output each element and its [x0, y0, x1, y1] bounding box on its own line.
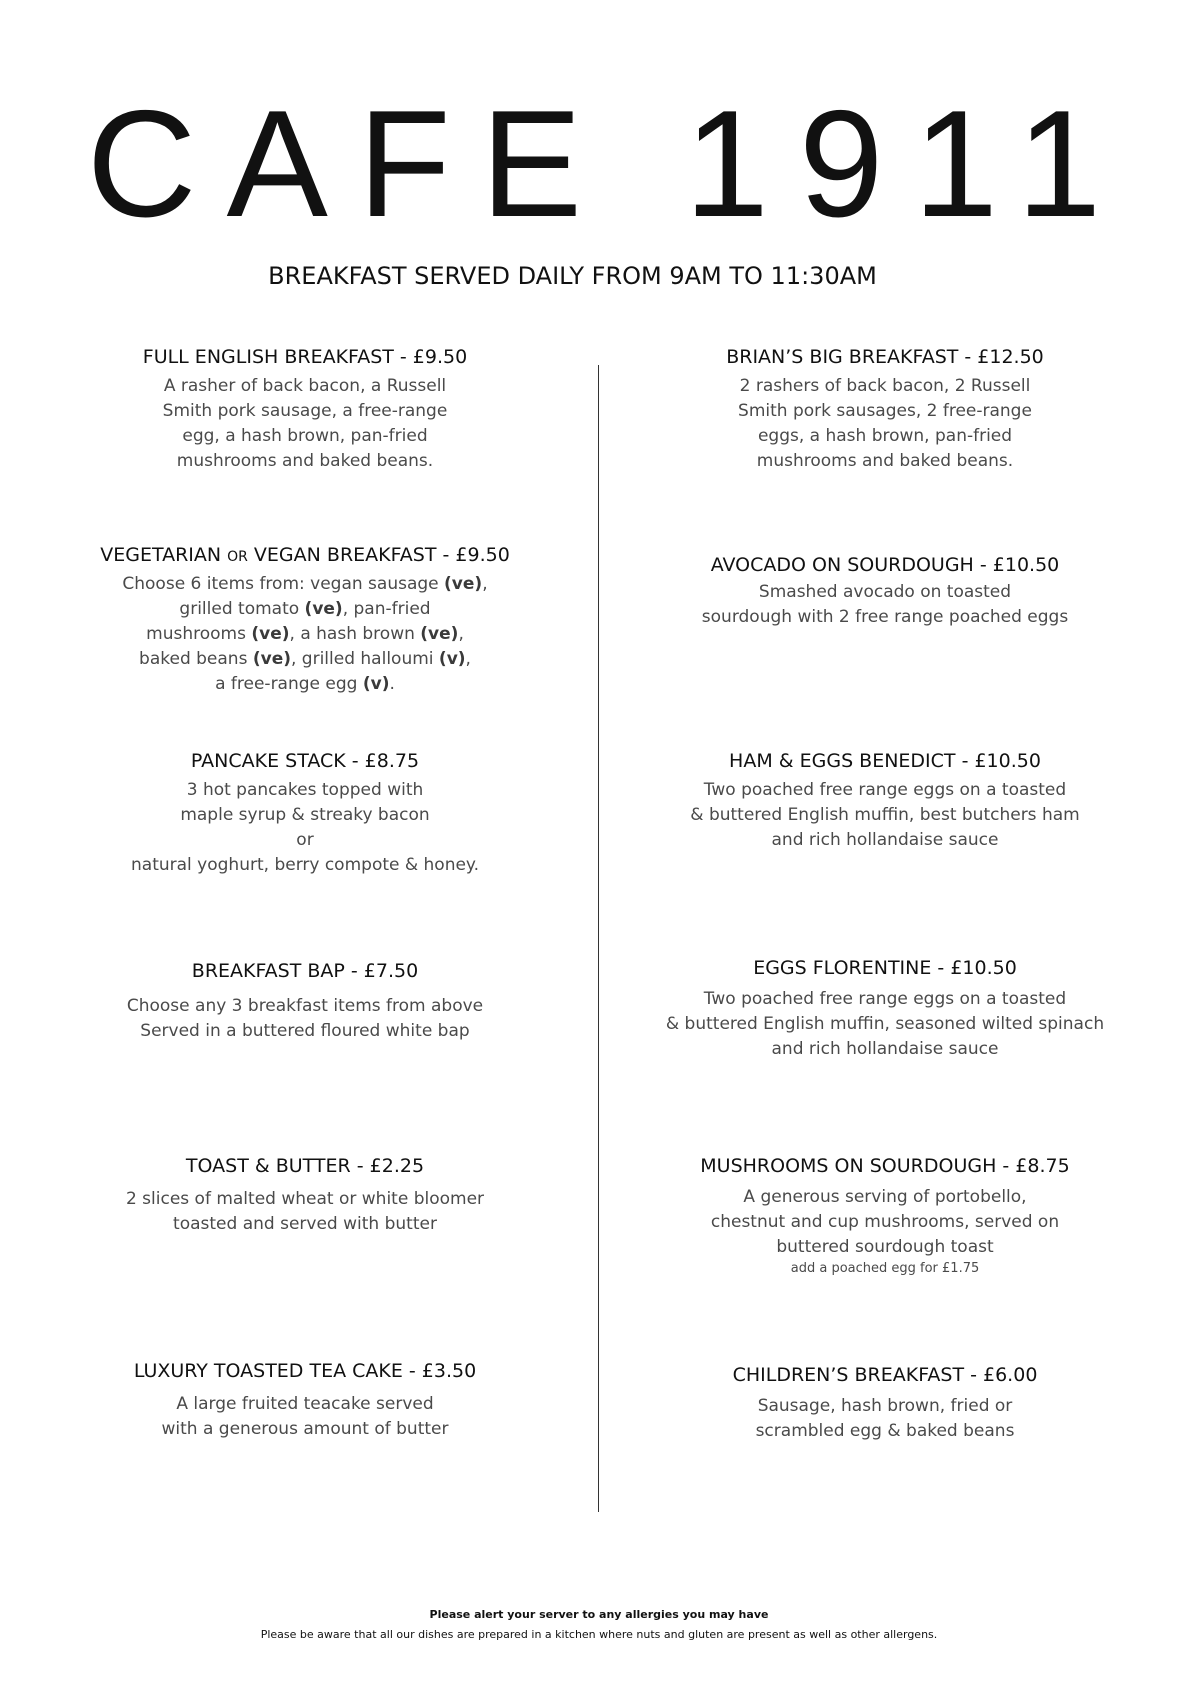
menu-item-toast-butter — [100, 1155, 510, 1237]
item-description: 2 slices of malted wheat or white bloomer toasted and served with butter — [125, 1189, 485, 1234]
item-description-line — [90, 672, 520, 697]
menu-item-full-english — [100, 346, 510, 474]
item-name: FULL ENGLISH BREAKFAST - £9.50 — [142, 346, 468, 368]
item-description-line — [90, 572, 520, 597]
item-name: MUSHROOMS ON SOURDOUGH - £8.75 — [700, 1155, 1070, 1177]
serving-hours-subtitle: BREAKFAST SERVED DAILY FROM 9AM TO 11:30AM — [268, 262, 877, 290]
dietary-tag: (ve) — [251, 624, 290, 644]
description-text: , grilled halloumi — [291, 649, 439, 669]
item-name-part1: VEGETARIAN — [100, 544, 228, 566]
menu-item-childrens-breakfast — [660, 1364, 1110, 1444]
description-text: , a hash brown — [289, 624, 421, 644]
item-description — [90, 572, 520, 697]
menu-item-ham-eggs-benedict — [660, 750, 1110, 853]
item-description: A large fruited teacake served with a generous amount of butter — [161, 1394, 449, 1439]
dietary-tag: (ve) — [444, 574, 483, 594]
description-text: , — [465, 649, 471, 669]
cafe-logo-title: CAFE 1911 — [86, 79, 1132, 249]
menu-item-vegetarian-vegan — [90, 544, 520, 697]
item-name: TOAST & BUTTER - £2.25 — [185, 1155, 425, 1177]
item-description: Choose any 3 breakfast items from above Served in a buttered floured white bap — [126, 996, 484, 1041]
description-text: , — [482, 574, 488, 594]
menu-item-eggs-florentine — [650, 957, 1120, 1062]
item-description-line — [90, 647, 520, 672]
item-description: 3 hot pancakes topped with maple syrup & streaky bacon or natural yoghurt, berry compote & honey. — [131, 780, 479, 875]
allergy-alert: Please alert your server to any allergies you may have — [429, 1608, 769, 1621]
description-text: mushrooms — [146, 624, 252, 644]
description-text: , pan-fried — [342, 599, 431, 619]
item-name: HAM & EGGS BENEDICT - £10.50 — [729, 750, 1041, 772]
item-name: LUXURY TOASTED TEA CAKE - £3.50 — [133, 1360, 477, 1382]
item-description: Two poached free range eggs on a toasted & buttered English muffin, seasoned wilted spinach and rich hollandaise sauce — [665, 989, 1105, 1059]
menu-item-avocado-sourdough — [660, 554, 1110, 630]
dietary-tag: (ve) — [252, 649, 291, 669]
item-name-part2: VEGAN BREAKFAST - £9.50 — [247, 544, 510, 566]
item-name: PANCAKE STACK - £8.75 — [190, 750, 420, 772]
menu-item-brians-big-breakfast — [660, 346, 1110, 474]
menu-item-pancake-stack — [100, 750, 510, 878]
item-addon-note: add a poached egg for £1.75 — [790, 1261, 980, 1276]
item-name-or: OR — [227, 549, 248, 565]
dietary-tag: (v) — [438, 649, 466, 669]
item-description: A rasher of back bacon, a Russell Smith pork sausage, a free-range egg, a hash brown, pan-fried mushrooms and baked beans. — [162, 376, 448, 471]
description-text: Choose 6 items from: vegan sausage — [122, 574, 445, 594]
menu-item-tea-cake — [100, 1360, 510, 1442]
item-description: A generous serving of portobello, chestnut and cup mushrooms, served on buttered sourdough toast — [710, 1187, 1060, 1257]
item-description: Two poached free range eggs on a toasted & buttered English muffin, best butchers ham and rich hollandaise sauce — [690, 780, 1080, 850]
item-name: BRIAN’S BIG BREAKFAST - £12.50 — [726, 346, 1044, 368]
item-name: BREAKFAST BAP - £7.50 — [191, 960, 419, 982]
item-name — [90, 544, 520, 566]
description-text: grilled tomato — [179, 599, 305, 619]
item-description-line — [90, 597, 520, 622]
description-text: , — [458, 624, 464, 644]
item-name: EGGS FLORENTINE - £10.50 — [753, 957, 1017, 979]
item-description-line — [90, 622, 520, 647]
allergy-notice: Please be aware that all our dishes are prepared in a kitchen where nuts and gluten are present as well as other allergens. — [260, 1628, 938, 1641]
dietary-tag: (ve) — [420, 624, 459, 644]
item-name: AVOCADO ON SOURDOUGH - £10.50 — [710, 554, 1060, 576]
item-description: Sausage, hash brown, fried or scrambled egg & baked beans — [755, 1396, 1015, 1441]
description-text: baked beans — [139, 649, 253, 669]
description-text: . — [389, 674, 395, 694]
description-text: a free-range egg — [215, 674, 363, 694]
item-description: 2 rashers of back bacon, 2 Russell Smith pork sausages, 2 free-range eggs, a hash brown, pan-fried mushrooms and baked beans. — [738, 376, 1032, 471]
dietary-tag: (ve) — [304, 599, 343, 619]
menu-item-breakfast-bap — [100, 960, 510, 1044]
column-divider — [598, 365, 599, 1512]
item-description: Smashed avocado on toasted sourdough with 2 free range poached eggs — [701, 582, 1069, 627]
dietary-tag: (v) — [362, 674, 390, 694]
menu-item-mushrooms-sourdough — [660, 1155, 1110, 1278]
item-name: CHILDREN’S BREAKFAST - £6.00 — [732, 1364, 1038, 1386]
